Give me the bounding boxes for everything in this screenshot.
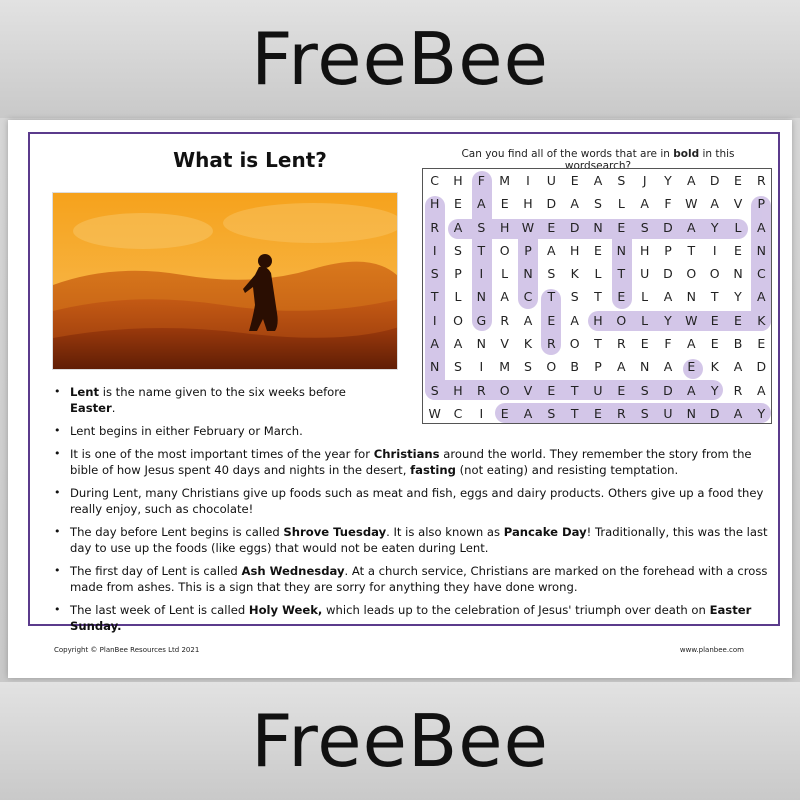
wordsearch-cell: N: [476, 336, 486, 352]
wordsearch-cell: K: [570, 266, 579, 282]
wordsearch-cell: A: [733, 405, 743, 421]
fact-item: [52, 384, 392, 416]
wordsearch-cell: D: [709, 173, 720, 189]
wordsearch-cell: O: [709, 266, 720, 282]
fact-item: [52, 563, 780, 595]
wordsearch-cell: O: [546, 359, 557, 375]
wordsearch-cell: R: [546, 336, 556, 352]
website-text: www.planbee.com: [679, 646, 744, 654]
wordsearch-cell: C: [756, 266, 766, 282]
wordsearch-cell: N: [429, 359, 440, 375]
wordsearch-cell: O: [569, 336, 580, 352]
fact-item: [52, 602, 780, 634]
fact-text: is the name given to the six weeks before: [99, 385, 346, 399]
wordsearch-cell: A: [500, 289, 509, 305]
wordsearch-cell: S: [640, 405, 649, 421]
fact-keyword: Shrove Tuesday: [283, 525, 387, 539]
wordsearch-cell: N: [593, 219, 603, 235]
wordsearch-cell: T: [430, 289, 439, 305]
wordsearch-cell: D: [569, 219, 580, 235]
wordsearch-cell: K: [757, 312, 766, 328]
fact-text: The first day of Lent is called: [70, 564, 242, 578]
wordsearch-cell: H: [429, 196, 440, 212]
wordsearch-cell: F: [664, 196, 672, 212]
fact-keyword: Easter Sunday.: [70, 603, 752, 633]
wordsearch-cell: L: [641, 312, 649, 328]
wordsearch-cell: A: [733, 359, 743, 375]
wordsearch-cell: E: [640, 336, 649, 352]
wordsearch-cell: P: [524, 242, 532, 258]
wordsearch-cell: A: [663, 359, 673, 375]
wordsearch-cell: Y: [664, 312, 672, 328]
wordsearch-cell: C: [453, 405, 463, 421]
wordsearch-cell: R: [500, 312, 509, 328]
wordsearch-cell: A: [453, 336, 463, 352]
wordsearch-cell: E: [617, 289, 626, 305]
wordsearch-cell: Y: [734, 289, 742, 305]
fact-text: which leads up to the celebration of Jesus' triumph over death on: [322, 603, 710, 617]
fact-text: Lent begins in either February or March.: [70, 424, 303, 438]
wordsearch-cell: E: [734, 242, 742, 258]
wordsearch-cell: O: [616, 312, 627, 328]
wordsearch-cell: N: [733, 266, 743, 282]
wordsearch-cell: A: [523, 405, 533, 421]
wordsearch-cell: E: [547, 382, 556, 398]
wordsearch-cell: H: [593, 312, 603, 328]
wordsearch-cell: A: [687, 219, 696, 235]
wordsearch-cell: F: [664, 336, 672, 352]
wordsearch-cell: F: [477, 173, 485, 189]
wordsearch-cell: U: [546, 173, 556, 189]
wordsearch-cell: N: [616, 242, 626, 258]
wordsearch-cell: S: [547, 266, 556, 282]
fact-keyword: Easter: [70, 401, 112, 415]
wordsearch-cell: O: [499, 242, 510, 258]
wordsearch-cell: L: [594, 266, 602, 282]
wordsearch-cell: S: [594, 196, 602, 212]
wordsearch-cell: O: [453, 312, 463, 328]
wordsearch-cell: S: [454, 359, 462, 375]
wordsearch-cell: K: [523, 336, 533, 352]
wordsearch-cell: S: [570, 289, 579, 305]
top-banner: [0, 0, 800, 118]
wordsearch-cell: T: [594, 289, 602, 305]
wordsearch-cell: E: [757, 336, 766, 352]
wordsearch-cell: A: [710, 196, 719, 212]
wordsearch-cell: U: [640, 266, 650, 282]
fact-text: . At a church service, Christians are marked on the forehead with a cross made from ashes. This is a sign that they are sorry for anything they have done wrong.: [70, 564, 768, 594]
lent-facts-list: [52, 384, 780, 641]
wordsearch-cell: I: [479, 359, 484, 375]
wordsearch-cell: P: [454, 266, 462, 282]
desert-pilgrim-image: [52, 192, 398, 370]
wordsearch-cell: E: [594, 405, 602, 421]
wordsearch-cell: I: [712, 242, 717, 258]
wordsearch-cell: T: [570, 405, 579, 421]
wordsearch-cell: H: [499, 219, 510, 235]
wordsearch-cell: A: [570, 196, 579, 212]
banner-title-top: FreeBee: [251, 17, 549, 101]
wordsearch-cell: A: [757, 289, 766, 305]
fact-text: . It is also known as: [386, 525, 504, 539]
wordsearch-cell: M: [499, 359, 511, 375]
wordsearch-cell: S: [547, 405, 556, 421]
wordsearch-cell: Y: [710, 382, 719, 398]
wordsearch-cell: E: [687, 359, 696, 375]
wordsearch-cell: K: [710, 359, 719, 375]
wordsearch-cell: S: [617, 173, 626, 189]
fact-item: [52, 423, 392, 439]
wordsearch-cell: E: [594, 242, 602, 258]
fact-item: [52, 524, 780, 556]
sunset-illustration: [53, 193, 398, 370]
copyright-text: Copyright © PlanBee Resources Ltd 2021: [54, 646, 200, 654]
wordsearch-cell: W: [521, 219, 535, 235]
wordsearch-cell: T: [594, 336, 602, 352]
wordsearch-cell: A: [477, 196, 486, 212]
wordsearch-cell: E: [500, 196, 509, 212]
fact-keyword: fasting: [410, 463, 456, 477]
wordsearch-cell: S: [430, 266, 439, 282]
wordsearch-cell: A: [757, 382, 766, 398]
fact-text: During Lent, many Christians give up foods such as meat and fish, eggs and dairy products. Others give up a food they really enjoy, such as chocolate!: [70, 486, 764, 516]
wordsearch-cell: Y: [664, 173, 672, 189]
wordsearch-cell: C: [430, 173, 440, 189]
wordsearch-cell: A: [687, 173, 696, 189]
wordsearch-cell: N: [686, 289, 696, 305]
fact-keyword: Christians: [373, 447, 440, 461]
wordsearch-cell: A: [523, 312, 533, 328]
wordsearch-cell: H: [523, 196, 533, 212]
wordsearch-cell: N: [756, 242, 766, 258]
wordsearch-cell: S: [454, 242, 462, 258]
wordsearch-cell: R: [616, 336, 626, 352]
fact-text: around the world. They remember the story from the bible of how Jesus spent 40 days and nights in the desert,: [70, 447, 752, 477]
wordsearch-cell: I: [479, 266, 484, 282]
bottom-banner: [0, 682, 800, 800]
wordsearch-cell: E: [617, 382, 626, 398]
wordsearch-cell: L: [641, 289, 649, 305]
wordsearch-cell: E: [454, 196, 462, 212]
fact-text: (not eating) and resisting temptation.: [455, 463, 679, 477]
wordsearch-cell: T: [570, 382, 579, 398]
wordsearch-cell: A: [663, 289, 673, 305]
wordsearch-cell: E: [547, 219, 556, 235]
fact-item: [52, 485, 780, 517]
wordsearch-cell: O: [686, 266, 697, 282]
wordsearch-cell: D: [663, 219, 673, 235]
fact-keyword: Lent: [70, 385, 100, 399]
wordsearch-cell: D: [663, 382, 673, 398]
wordsearch-cell: V: [500, 336, 509, 352]
wordsearch-cell: V: [733, 196, 743, 212]
wordsearch-cell: D: [546, 196, 557, 212]
wordsearch-cell: E: [547, 312, 556, 328]
wordsearch-cell: S: [430, 382, 439, 398]
wordsearch-cell: U: [663, 405, 673, 421]
wordsearch-cell: A: [617, 359, 626, 375]
fact-keyword: Holy Week,: [248, 603, 323, 617]
wordsearch-cell: T: [617, 266, 626, 282]
wordsearch-cell: B: [733, 336, 743, 352]
wordsearch-cell: L: [617, 196, 625, 212]
wordsearch-cell: L: [454, 289, 462, 305]
wordsearch-cell: M: [499, 173, 511, 189]
wordsearch-cell: W: [685, 312, 698, 328]
wordsearch-cell: I: [479, 405, 484, 421]
wordsearch-cell: U: [593, 382, 603, 398]
wordsearch-cell: V: [523, 382, 533, 398]
wordsearch-cell: H: [453, 382, 463, 398]
wordsearch-cell: D: [663, 266, 673, 282]
wordsearch-cell: H: [569, 242, 580, 258]
wordsearch-cell: C: [523, 289, 533, 305]
wordsearch-cell: W: [685, 196, 698, 212]
instructions-bold: bold: [673, 148, 700, 160]
wordsearch-cell: T: [687, 242, 696, 258]
wordsearch-cell: I: [432, 242, 437, 258]
fact-text: ! Traditionally, this was the last day to use up the foods (like eggs) that would not be eaten during Lent.: [70, 525, 768, 555]
wordsearch-cell: A: [687, 382, 696, 398]
wordsearch-cell: H: [453, 173, 463, 189]
wordsearch-cell: E: [734, 312, 742, 328]
wordsearch-cell: W: [428, 405, 441, 421]
wordsearch-cell: A: [593, 173, 603, 189]
wordsearch-cell: Y: [757, 405, 766, 421]
fact-text: The last week of Lent is called: [70, 603, 249, 617]
fact-keyword: Ash Wednesday: [241, 564, 345, 578]
wordsearch-cell: E: [710, 312, 719, 328]
worksheet-title: What is Lent?: [173, 148, 327, 172]
wordsearch-cell: D: [756, 359, 767, 375]
fact-text: .: [111, 401, 116, 415]
wordsearch-cell: S: [640, 382, 649, 398]
wordsearch-cell: P: [664, 242, 672, 258]
wordsearch-cell: A: [453, 219, 463, 235]
wordsearch-cell: S: [524, 359, 532, 375]
wordsearch-cell: E: [617, 219, 626, 235]
wordsearch-cell: E: [500, 405, 509, 421]
wordsearch-cell: N: [476, 289, 486, 305]
wordsearch-cell: T: [710, 289, 719, 305]
wordsearch-cell: J: [642, 173, 647, 189]
wordsearch-cell: L: [501, 266, 509, 282]
wordsearch-cell: A: [430, 336, 439, 352]
worksheet-preview: [8, 120, 792, 678]
wordsearch-cell: B: [570, 359, 579, 375]
wordsearch-cell: P: [594, 359, 602, 375]
wordsearch-cell: S: [640, 219, 649, 235]
wordsearch-cell: S: [477, 219, 486, 235]
wordsearch-cell: T: [477, 242, 486, 258]
wordsearch-cell: O: [499, 382, 510, 398]
wordsearch-cell: P: [757, 196, 766, 212]
wordsearch-cell: H: [639, 242, 650, 258]
wordsearch-cell: A: [570, 312, 579, 328]
instructions-suffix: in this wordsearch?: [564, 148, 735, 172]
wordsearch-cell: A: [687, 336, 696, 352]
wordsearch-cell: R: [756, 173, 766, 189]
wordsearch-cell: R: [616, 405, 626, 421]
wordsearch-cell: N: [686, 405, 696, 421]
fact-text: The day before Lent begins is called: [70, 525, 284, 539]
banner-title-bottom: FreeBee: [251, 699, 549, 783]
fact-keyword: Pancake Day: [503, 525, 587, 539]
wordsearch-cell: I: [432, 312, 437, 328]
wordsearch-cell: G: [476, 312, 487, 328]
wordsearch-cell: L: [734, 219, 742, 235]
wordsearch-cell: T: [547, 289, 556, 305]
wordsearch-cell: E: [734, 173, 742, 189]
fact-item: [52, 446, 780, 478]
wordsearch-cell: R: [476, 382, 486, 398]
wordsearch-cell: A: [757, 219, 766, 235]
wordsearch-cell: R: [733, 382, 743, 398]
wordsearch-cell: D: [709, 405, 720, 421]
worksheet-frame: [28, 132, 780, 654]
instructions-prefix: Can you find all of the words that are in: [461, 148, 674, 160]
wordsearch-cell: N: [523, 266, 533, 282]
wordsearch-cell: A: [640, 196, 649, 212]
wordsearch-cell: A: [547, 242, 556, 258]
wordsearch-cell: N: [639, 359, 650, 375]
fact-text: It is one of the most important times of the year for: [70, 447, 374, 461]
wordsearch-cell: E: [570, 173, 579, 189]
wordsearch-cell: R: [430, 219, 439, 235]
wordsearch-cell: I: [526, 173, 530, 189]
wordsearch-cell: Y: [710, 219, 719, 235]
wordsearch-cell: E: [710, 336, 719, 352]
